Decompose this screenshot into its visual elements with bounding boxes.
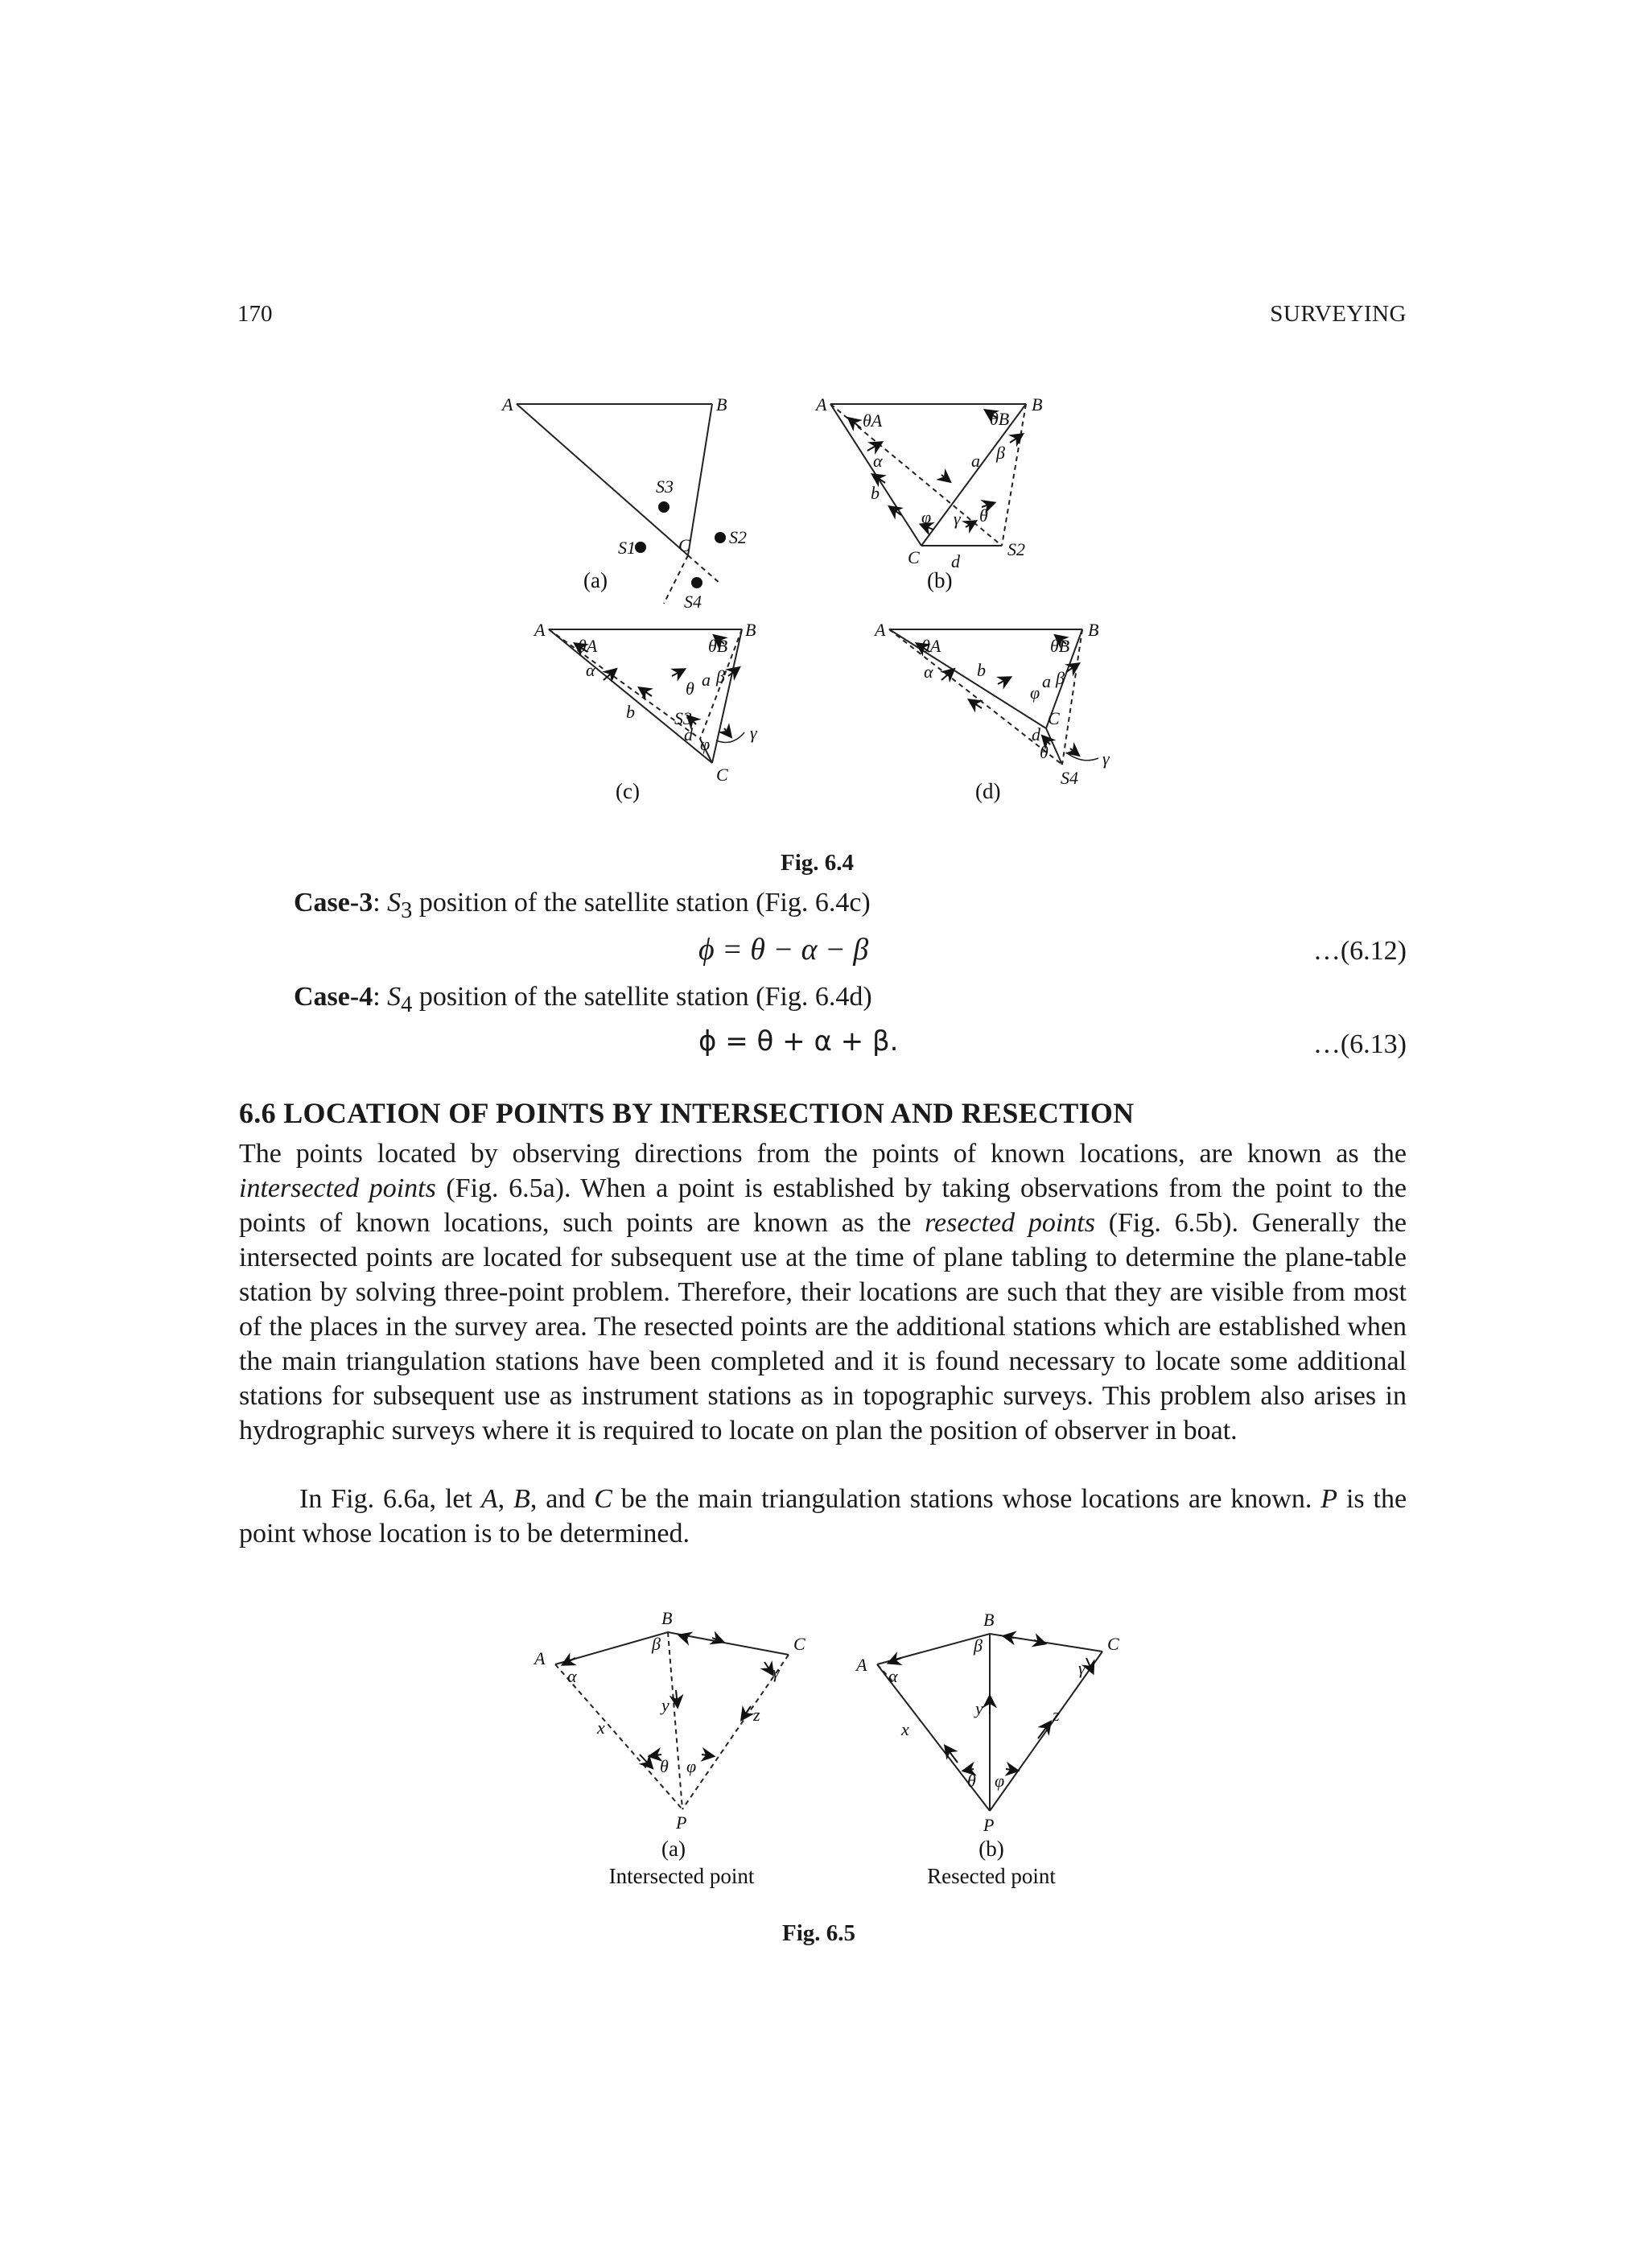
label-c: C (1107, 1634, 1119, 1654)
figure-caption-6-4: Fig. 6.4 (781, 850, 855, 876)
case-text: position of the satellite station (Fig. 6.4c) (418, 888, 871, 918)
station-symbol: S (387, 888, 402, 918)
section-paragraph-2 (239, 1482, 1407, 1551)
label-s2: S2 (1007, 539, 1025, 559)
panel-tag-d: (d) (975, 779, 1001, 803)
label-beta: β (716, 666, 725, 687)
label-gamma: γ (954, 509, 961, 529)
station-symbol: S (387, 982, 402, 1012)
station-s3-dot (658, 501, 670, 513)
text-run: , (497, 1484, 505, 1514)
equation-number-6-13: …(6.13) (1312, 1029, 1407, 1059)
label-phi: φ (995, 1771, 1005, 1791)
label-theta: θ (967, 1771, 976, 1791)
figure-6-4-panel-a (517, 404, 720, 604)
panel-title-b: Resected point (927, 1864, 1056, 1888)
label-gamma: γ (750, 723, 757, 743)
label-p: P (983, 1815, 995, 1835)
panel-title-a: Intersected point (608, 1864, 755, 1888)
label-beta: β (1056, 668, 1065, 688)
label-alpha: α (873, 451, 883, 471)
label-theta-b: θB (708, 636, 728, 656)
case-text: position of the satellite station (Fig. 6.4d) (418, 982, 872, 1012)
label-c: C (678, 535, 690, 555)
station-s2-dot (715, 532, 726, 543)
label-x: x (597, 1717, 605, 1738)
label-theta-b: θB (1050, 636, 1070, 656)
text-run: The points located by observing directions from the points of known locations, are known as the (239, 1139, 1407, 1169)
label-beta: β (652, 1634, 661, 1654)
case-label: Case-3 (294, 888, 373, 918)
panel-tag-b: (b) (927, 568, 953, 592)
label-z: z (1053, 1705, 1060, 1725)
label-theta-b: θB (990, 409, 1010, 429)
label-theta-a: θA (921, 636, 941, 656)
station-s4-dot (691, 577, 702, 588)
point-p: P (1320, 1484, 1338, 1514)
case-label: Case-4 (294, 982, 373, 1012)
label-theta-a: θA (863, 410, 883, 431)
label-beta: β (996, 443, 1005, 463)
label-gamma: γ (1078, 1658, 1086, 1678)
text-run: (Fig. 6.5a). When a point is established by taking observations from the point to the points of known locations, such points are known as the (239, 1173, 1407, 1238)
label-s4: S4 (1061, 768, 1078, 788)
label-b: B (1088, 620, 1099, 640)
label-d: d (951, 551, 960, 571)
equation-6-13: ϕ = θ + α + β. (698, 1025, 899, 1058)
figure-6-4 (483, 386, 1167, 837)
text-run: In Fig. 6.6a, let (299, 1484, 472, 1514)
text-run: (Fig. 6.5b). Generally the intersected points are located for subsequent use at the time of plane tabling to determine the plane-table station by solving three-point problem. Therefore, their locations are such that they are visible from most of the places in the survey area. The resected points are the additional stations which are established when the main triangulation stations have been completed and it is found necessary to locate some additional stations for subsequent use as instrument stations as in topographic surveys. This problem also arises in hydrographic surveys where it is required to locate on plan the position of observer in boat. (239, 1208, 1407, 1445)
term-intersected-points: intersected points (239, 1173, 436, 1203)
label-z: z (753, 1705, 760, 1725)
label-d: d (1032, 724, 1040, 744)
label-p: P (676, 1812, 687, 1833)
case-3-line: Case-3: $S_3$ position of the satellite station (Fig. 6.4c) (294, 888, 871, 923)
label-s2: S2 (729, 527, 747, 547)
label-phi: φ (700, 734, 711, 754)
page-number: 170 (237, 301, 273, 327)
section-title: 6.6 LOCATION OF POINTS BY INTERSECTION AND RESECTION (239, 1097, 1135, 1129)
label-alpha: α (586, 660, 595, 680)
label-a: A (534, 1648, 546, 1668)
label-a: A (502, 394, 513, 414)
text-run: is the point whose location is to be determined. (239, 1484, 1407, 1548)
label-a-side: a (702, 670, 711, 690)
section-paragraph-1 (239, 1136, 1407, 1448)
label-s3: S3 (674, 708, 692, 728)
label-d: d (684, 724, 693, 744)
label-x: x (901, 1719, 909, 1739)
label-theta: θ (979, 505, 988, 526)
label-gamma: γ (772, 1662, 780, 1682)
label-c: C (908, 547, 920, 567)
label-theta-a: θA (578, 636, 598, 656)
label-gamma: γ (1102, 748, 1110, 769)
station-s1-dot (635, 542, 646, 553)
label-b: B (1032, 394, 1043, 414)
label-b-side: b (626, 702, 635, 722)
label-b: B (745, 620, 756, 640)
panel-tag-a: (a) (583, 568, 608, 592)
equation-6-12: ϕ = θ − α − β (698, 933, 869, 967)
label-c: C (716, 765, 728, 785)
label-a: A (534, 620, 546, 640)
label-s1: S1 (618, 538, 636, 558)
label-phi: φ (1030, 682, 1040, 703)
label-theta: θ (1040, 742, 1049, 762)
label-phi: φ (686, 1756, 697, 1776)
label-s4: S4 (684, 592, 702, 612)
label-a: A (856, 1655, 867, 1675)
figure-caption-6-5: Fig. 6.5 (782, 1920, 856, 1946)
label-y: y (975, 1698, 983, 1718)
label-b: B (983, 1610, 995, 1630)
label-s3: S3 (656, 476, 674, 497)
label-alpha: α (924, 662, 933, 682)
station-b: B (513, 1484, 530, 1514)
station-subscript: 4 (401, 992, 413, 1017)
label-b: B (661, 1608, 673, 1628)
label-b-side: b (977, 660, 986, 680)
equation-number-6-12: …(6.12) (1312, 936, 1407, 966)
label-a-side: a (1042, 671, 1051, 691)
case-4-line: Case-4: $S_4$ position of the satellite station (Fig. 6.4d) (294, 982, 872, 1017)
running-title: SURVEYING (1270, 301, 1407, 327)
station-subscript: 3 (401, 897, 413, 923)
label-b: B (716, 394, 727, 414)
label-b-side: b (871, 483, 880, 503)
label-alpha: α (888, 1666, 898, 1686)
text-run: , and (529, 1484, 586, 1514)
label-beta: β (974, 1635, 983, 1656)
label-c: C (1048, 708, 1060, 728)
label-phi: φ (921, 507, 932, 527)
figure-6-5-panel-b (877, 1634, 1102, 1811)
panel-tag-c: (c) (616, 779, 640, 803)
station-a: A (480, 1484, 498, 1514)
label-theta: θ (660, 1756, 669, 1776)
label-a: A (875, 620, 886, 640)
label-y: y (661, 1695, 670, 1715)
figure-6-5 (523, 1602, 1135, 1907)
label-alpha: α (567, 1666, 577, 1686)
panel-tag-a: (a) (661, 1837, 686, 1861)
panel-tag-b: (b) (978, 1837, 1004, 1861)
label-a-side: a (971, 451, 980, 471)
label-c: C (793, 1634, 805, 1654)
text-run: be the main triangulation stations whose locations are known. (620, 1484, 1312, 1514)
term-resected-points: resected points (925, 1208, 1095, 1238)
label-a: A (816, 394, 827, 414)
label-theta: θ (686, 678, 694, 699)
station-c: C (594, 1484, 612, 1514)
